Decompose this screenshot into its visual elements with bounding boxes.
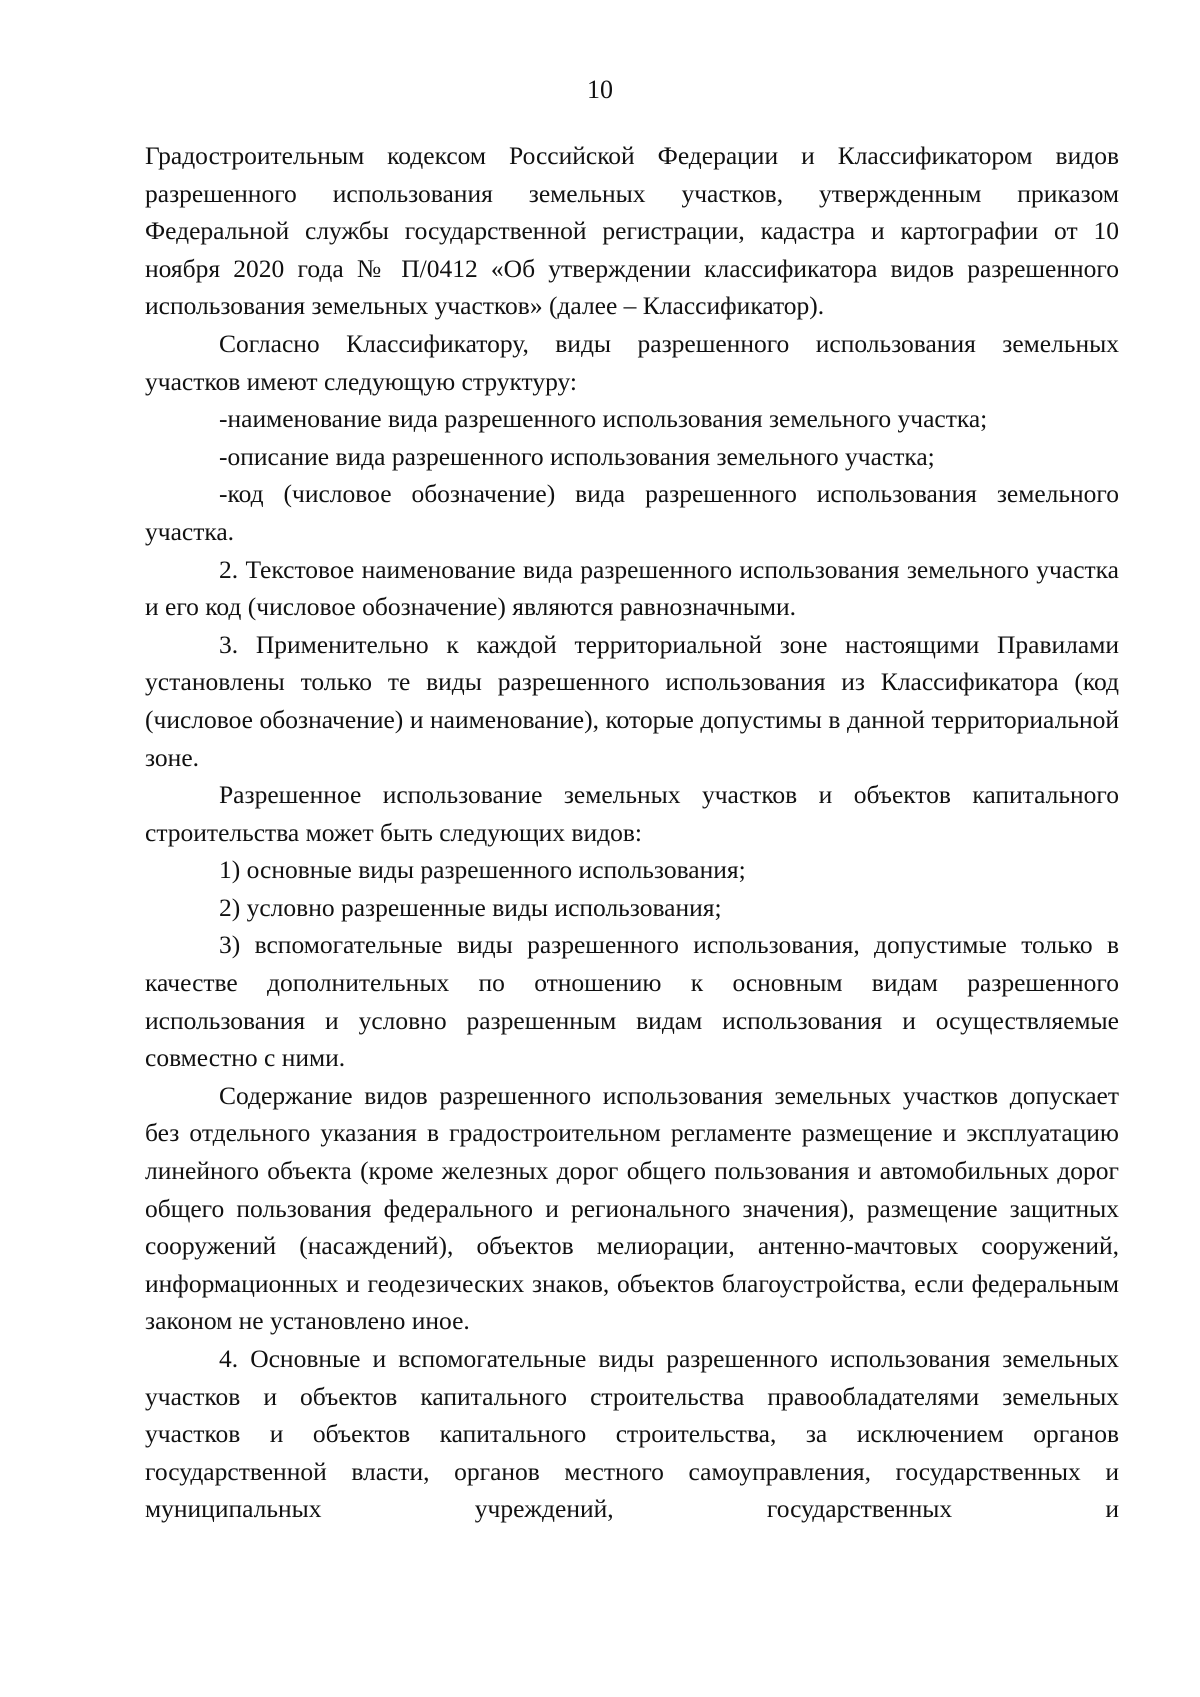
document-body xyxy=(145,137,1119,1528)
list-item-conditional-types: 2) условно разрешенные виды использования; xyxy=(219,892,722,922)
list-item-auxiliary-types: 3) вспомогательные виды разрешенного использования, допустимые только в качестве дополнительных по отношению к основным видам разрешенного использования и условно разрешенным видам использования и осуществляемые совместно с ними. xyxy=(145,930,1119,1073)
list-item-code: ‑код (числовое обозначение) вида разрешенного использования земельного участка. xyxy=(145,479,1119,546)
paragraph-content-of-use-types: Содержание видов разрешенного использования земельных участков допускает без отдельного указания в градостроительном регламенте размещение и эксплуатацию линейного объекта (кроме железных дорог общего пользования и автомобильных дорог общего пользования федерального и регионального значения), размещение защитных сооружений (насаждений), объектов мелиорации, антенно-мачтовых сооружений, информационных и геодезических знаков, объектов благоустройства, если федеральным законом не установлено иное. xyxy=(145,1080,1119,1336)
paragraph-continuation: Градостроительным кодексом Российской Федерации и Классификатором видов разрешенного использования земельных участков, утвержденным приказом Федеральной службы государственной регистрации, кадастра и картографии от 10 ноября 2020 года № П/0412 «Об утверждении классификатора видов разрешенного использования земельных участков» (далее – Классификатор). xyxy=(145,141,1119,321)
list-item-name: ‑наименование вида разрешенного использования земельного участка; xyxy=(219,404,988,434)
paragraph-item-4: 4. Основные и вспомогательные виды разрешенного использования земельных участков и объектов капитального строительства правообладателями земельных участков и объектов капитального строительства, за исключением органов государственной власти, органов местного самоуправления, государственных и муниципальных учреждений, государственных и xyxy=(145,1344,1119,1524)
list-item-main-types: 1) основные виды разрешенного использования; xyxy=(219,855,746,885)
list-item-description: ‑описание вида разрешенного использования земельного участка; xyxy=(219,441,935,471)
paragraph-structure-intro: Согласно Классификатору, виды разрешенного использования земельных участков имеют следующую структуру: xyxy=(145,328,1119,396)
paragraph-use-types-intro: Разрешенное использование земельных участков и объектов капитального строительства может быть следующих видов: xyxy=(145,780,1119,847)
paragraph-item-2: 2. Текстовое наименование вида разрешенного использования земельного участка и его код (числовое обозначение) являются равнозначными. xyxy=(145,554,1119,622)
paragraph-item-3: 3. Применительно к каждой территориальной зоне настоящими Правилами установлены только те виды разрешенного использования из Классификатора (код (числовое обозначение) и наименование), которые допустимы в данной территориальной зоне. xyxy=(145,629,1119,772)
page-number: 10 xyxy=(587,75,613,104)
